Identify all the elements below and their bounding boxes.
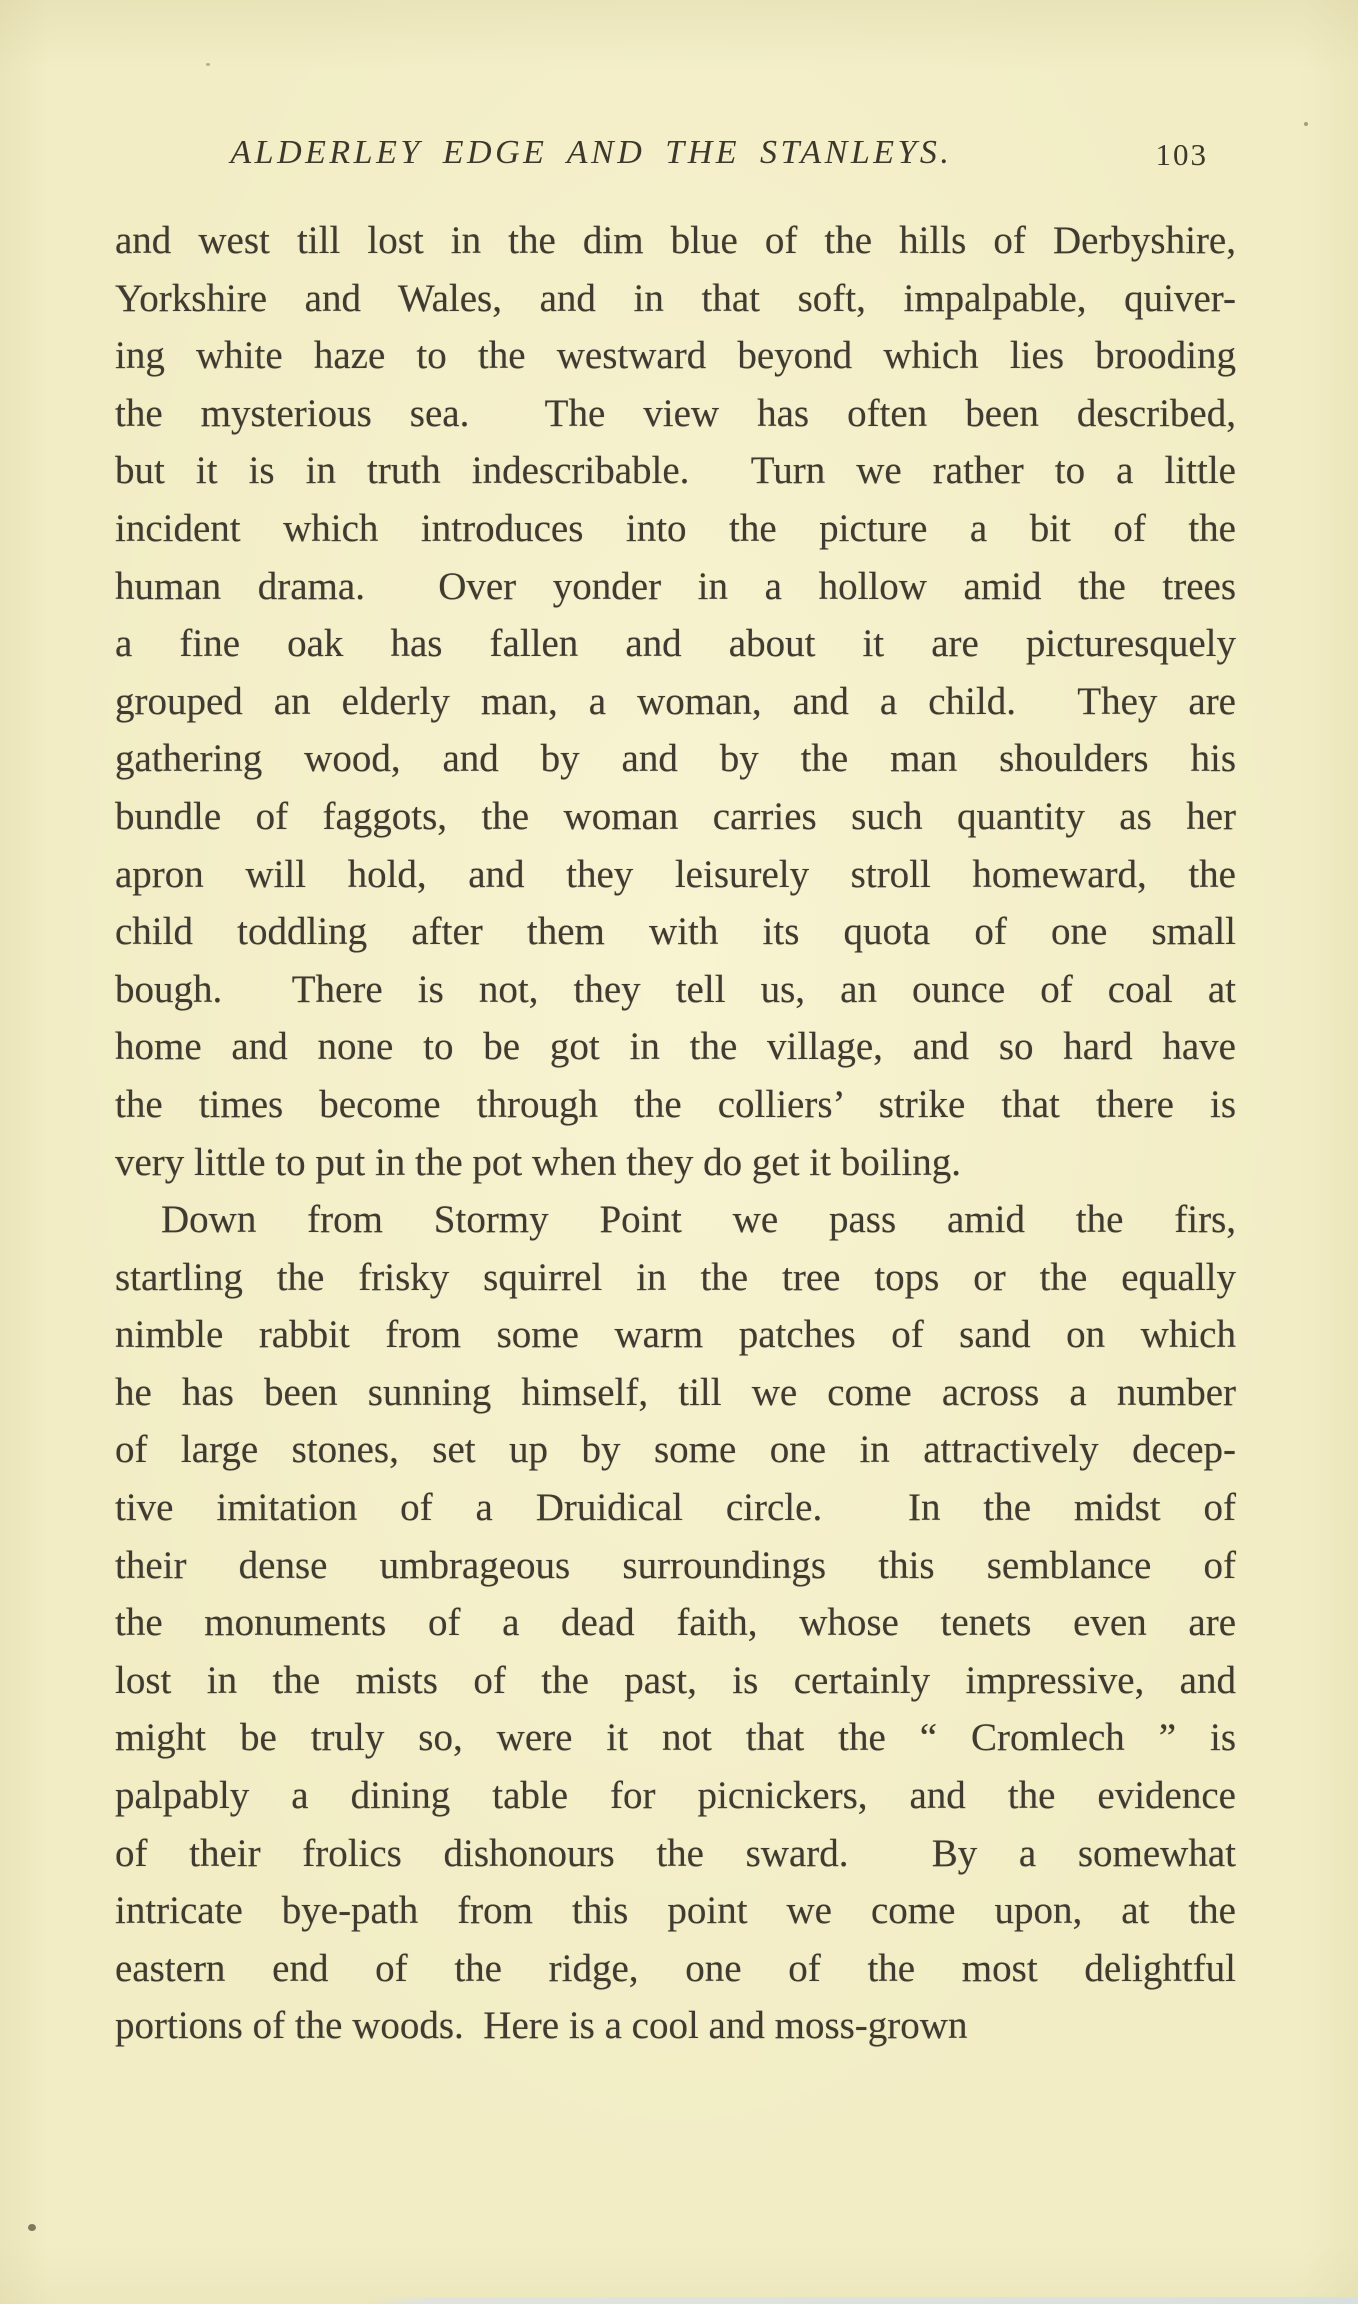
text-line: tive imitation of a Druidical circle. In the midst of: [115, 1486, 1236, 1530]
text-line: and west till lost in the dim blue of the hills of Derbyshire,: [115, 219, 1236, 262]
scan-edge-artifact: [368, 2297, 1358, 2304]
text-line: very little to put in the pot when they do get it boiling.: [115, 1140, 961, 1184]
text-line: a fine oak has fallen and about it are picturesquely: [115, 622, 1236, 666]
text-line: child toddling after them with its quota of one small: [115, 910, 1236, 954]
scan-speck: [28, 2224, 36, 2231]
text-line: Yorkshire and Wales, and in that soft, impalpable, quiver-: [115, 276, 1236, 320]
text-line: he has been sunning himself, till we come across a number: [115, 1370, 1236, 1414]
text-line: human drama. Over yonder in a hollow amid the trees: [115, 564, 1236, 608]
text-line: incident which introduces into the picture a bit of the: [115, 506, 1236, 550]
text-line: lost in the mists of the past, is certainly impressive, and: [115, 1658, 1236, 1702]
text-line: home and none to be got in the village, and so hard have: [115, 1025, 1236, 1069]
text-line: grouped an elderly man, a woman, and a child. They are: [115, 679, 1236, 723]
page-number: 103: [1155, 137, 1208, 172]
text-line: the times become through the colliers’ strike that there is: [115, 1082, 1236, 1126]
text-line: of large stones, set up by some one in attractively decep-: [115, 1428, 1236, 1472]
text-line: but it is in truth indescribable. Turn we rather to a little: [115, 449, 1236, 493]
text-line: apron will hold, and they leisurely stroll homeward, the: [115, 852, 1236, 896]
scan-speck: [206, 63, 210, 66]
text-line: nimble rabbit from some warm patches of sand on which: [115, 1313, 1236, 1357]
running-header-title: ALDERLEY EDGE AND THE STANLEYS.: [230, 134, 953, 171]
text-line: the mysterious sea. The view has often been described,: [115, 391, 1236, 435]
text-line: eastern end of the ridge, one of the most delightful: [115, 1946, 1236, 1990]
text-line: of their frolics dishonours the sward. By a somewhat: [115, 1831, 1236, 1875]
text-line: might be truly so, were it not that the “ Cromlech ” is: [115, 1716, 1236, 1760]
scan-speck: [1304, 122, 1308, 126]
text-line: the monuments of a dead faith, whose tenets even are: [115, 1601, 1236, 1645]
text-line: startling the frisky squirrel in the tree tops or the equally: [115, 1255, 1236, 1299]
running-header: [115, 134, 1236, 182]
text-line: gathering wood, and by and by the man shoulders his: [115, 737, 1236, 781]
text-line: their dense umbrageous surroundings this semblance of: [115, 1543, 1236, 1587]
text-line: ing white haze to the westward beyond which lies brooding: [115, 334, 1236, 378]
text-line: bough. There is not, they tell us, an ounce of coal at: [115, 967, 1236, 1011]
text-line: Down from Stormy Point we pass amid the firs,: [161, 1198, 1236, 1242]
text-line: portions of the woods. Here is a cool and moss-grown: [115, 2004, 968, 2048]
text-line: bundle of faggots, the woman carries such quantity as her: [115, 794, 1236, 838]
text-line: intricate bye-path from this point we come upon, at the: [115, 1889, 1236, 1933]
text-line: palpably a dining table for picnickers, and the evidence: [115, 1774, 1236, 1818]
body-text: [115, 212, 1236, 2055]
